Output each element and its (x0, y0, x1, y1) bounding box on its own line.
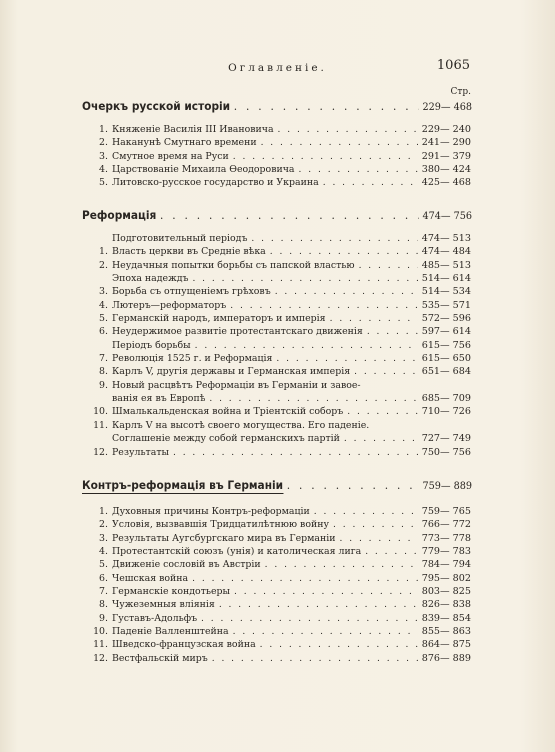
entry-text: Шмалькальденская война и Тріентскій соборъ (112, 406, 344, 418)
entry-text: Власть церкви въ Средніе вѣка (112, 246, 266, 258)
entry-number: 7. (99, 586, 108, 598)
entry-text: Неудачныя попытки борьбы съ папской властью (112, 259, 355, 271)
entry-range: 597— 614 (421, 326, 471, 338)
leader-dots (233, 152, 418, 162)
section-heading (82, 99, 472, 113)
leader-dots (287, 478, 419, 492)
section-items (0, 124, 555, 191)
toc-entry (86, 447, 471, 460)
toc-entry (86, 586, 471, 599)
entry-number: 3. (99, 150, 108, 162)
section-items (0, 233, 555, 460)
entry-number: 6. (99, 572, 108, 584)
entry-text: Условія, вызвавшія Тридцатилѣтнюю войну (112, 519, 329, 531)
toc-entry (86, 273, 471, 286)
entry-text: Германскій народъ, императоръ и имперія (112, 313, 326, 325)
entry-text: Періодъ борьбы (112, 339, 191, 351)
entry-number: 12. (93, 446, 108, 458)
toc-entry (86, 613, 471, 626)
entry-range: 514— 614 (421, 273, 471, 285)
entry-text: Духовныя причины Контръ-реформаціи (112, 506, 310, 517)
leader-dots (359, 261, 418, 271)
entry-text: Паденіе Валленштейна (112, 626, 229, 638)
toc-entry (86, 626, 471, 639)
entry-range: 685— 709 (421, 393, 471, 405)
toc-entry (86, 420, 471, 433)
toc-entry (86, 366, 471, 379)
entry-range: 766— 772 (421, 519, 471, 531)
entry-text: ванія ея въ Европѣ (112, 393, 206, 405)
toc-entry (86, 433, 471, 446)
entry-number: 1. (99, 124, 108, 135)
entry-text: Новый расцвѣтъ Реформаціи въ Германіи и завое- (112, 379, 361, 391)
entry-text: Литовско-русское государство и Украина (112, 177, 319, 189)
toc-entry (86, 519, 471, 532)
entry-range: 803— 825 (421, 586, 471, 598)
entry-range: 795— 802 (421, 572, 471, 584)
entry-range: 425— 468 (421, 177, 471, 189)
entry-range: 241— 290 (421, 137, 471, 149)
entry-text: Революція 1525 г. и Реформація (112, 353, 273, 365)
entry-range: 291— 379 (421, 150, 471, 162)
toc-entry (86, 313, 471, 326)
leader-dots (201, 614, 418, 624)
leader-dots (299, 165, 418, 175)
entry-text: Шведско-французская война (112, 639, 256, 651)
toc-entry (86, 639, 471, 652)
entry-number: 10. (93, 626, 108, 638)
entry-number: 11. (93, 419, 108, 431)
entry-number: 3. (99, 286, 108, 298)
entry-range: 474— 484 (421, 246, 471, 258)
entry-number: 4. (99, 164, 108, 176)
toc-entry (86, 260, 471, 273)
toc-section (0, 478, 555, 666)
toc-entry (86, 559, 471, 572)
toc-entry (86, 246, 471, 259)
section-heading (82, 478, 472, 494)
entry-range: 229— 240 (421, 124, 471, 135)
leader-dots (173, 448, 418, 458)
toc-entry (86, 326, 471, 339)
entry-range: 615— 650 (421, 353, 471, 365)
toc-entry (86, 124, 471, 137)
entry-number: 5. (99, 559, 108, 571)
leader-dots (276, 354, 417, 364)
entry-range: 710— 726 (421, 406, 471, 418)
entry-number: 6. (99, 326, 108, 338)
entry-number: 2. (99, 519, 108, 531)
entry-range: 474— 513 (421, 233, 471, 244)
entry-number: 9. (99, 379, 108, 391)
leader-dots (192, 574, 418, 584)
leader-dots (212, 654, 418, 664)
entry-text: Царствованіе Михаила Ѳеодоровича (112, 164, 295, 176)
entry-number: 7. (99, 353, 108, 365)
entry-number: 5. (99, 313, 108, 325)
entry-text: Неудержимое развитіе протестантскаго движенія (112, 326, 363, 338)
entry-range: 773— 778 (421, 532, 471, 544)
entry-text: Соглашеніе между собой германскихъ партій (112, 433, 340, 445)
entry-number: 1. (99, 246, 108, 258)
leader-dots (234, 587, 418, 597)
leader-dots (230, 301, 417, 311)
entry-text: Вестфальскій миръ (112, 652, 208, 664)
leader-dots (233, 627, 418, 637)
entry-text: Смутное время на Руси (112, 150, 229, 162)
toc-entry (86, 233, 471, 246)
toc-section (0, 208, 555, 460)
leader-dots (251, 234, 417, 244)
entry-text: Результаты (112, 446, 169, 458)
section-title: Реформація (82, 208, 157, 222)
leader-dots (365, 547, 418, 557)
section-items (0, 506, 555, 666)
toc-entry (86, 653, 471, 666)
leader-dots (192, 274, 417, 284)
toc-entry (86, 151, 471, 164)
entry-text: Результаты Аугсбургскаго мира въ Германіи (112, 532, 336, 544)
section-heading (82, 208, 472, 222)
leader-dots (333, 520, 418, 530)
toc-entry (86, 164, 471, 177)
toc-entry (86, 380, 471, 393)
toc-entry (86, 393, 471, 406)
toc-entry (86, 177, 471, 190)
leader-dots (265, 560, 418, 570)
entry-number: 9. (99, 612, 108, 624)
entry-number: 10. (93, 406, 108, 418)
entry-text: Карлъ V, другія державы и Германская имперія (112, 366, 351, 378)
entry-range: 864— 875 (421, 639, 471, 651)
entry-text: Густавъ-Адольфъ (112, 612, 198, 624)
toc-entry (86, 340, 471, 353)
entry-range: 750— 756 (421, 446, 471, 458)
entry-number: 1. (99, 506, 108, 517)
entry-text: Княженіе Василія III Ивановича (112, 124, 274, 135)
entry-number: 11. (93, 639, 108, 651)
entry-range: 651— 684 (421, 366, 471, 378)
entry-text: Германскіе кондотьеры (112, 586, 230, 598)
entry-number: 2. (99, 259, 108, 271)
leader-dots (195, 341, 418, 351)
toc-entry (86, 546, 471, 559)
leader-dots (367, 327, 418, 337)
entry-range: 784— 794 (421, 559, 471, 571)
entry-number: 12. (93, 652, 108, 664)
entry-range: 514— 534 (421, 286, 471, 298)
entry-number: 8. (99, 599, 108, 611)
entry-number: 2. (99, 137, 108, 149)
toc-entry (86, 406, 471, 419)
toc-entry (86, 533, 471, 546)
page-number: 1065 (436, 58, 470, 73)
entry-number: 4. (99, 299, 108, 311)
entry-text: Эпоха надеждъ (112, 273, 189, 285)
leader-dots (234, 99, 419, 113)
leader-dots (330, 314, 418, 324)
entry-number: 8. (99, 366, 108, 378)
leader-dots (209, 394, 417, 404)
entry-range: 572— 596 (421, 313, 471, 325)
entry-text: Чешская война (112, 572, 189, 584)
entry-text: Лютеръ—реформаторъ (112, 299, 227, 311)
toc-entry (86, 506, 471, 519)
page-column-label: Стр. (450, 87, 471, 97)
section-range: 759— 889 (422, 480, 473, 492)
toc-entry (86, 137, 471, 150)
entry-range: 826— 838 (421, 599, 471, 611)
leader-dots (340, 534, 418, 544)
toc-entry (86, 286, 471, 299)
leader-dots (270, 247, 418, 257)
entry-number: 4. (99, 546, 108, 558)
entry-text: Чужеземныя вліянія (112, 599, 215, 611)
leader-dots (344, 434, 418, 444)
entry-range: 380— 424 (421, 164, 471, 176)
leader-dots (260, 640, 418, 650)
toc-entry (86, 599, 471, 612)
leader-dots (160, 208, 419, 222)
toc-section (0, 99, 555, 191)
entry-text: Наканунѣ Смутнаго времени (112, 137, 257, 149)
section-title: Контръ-реформація въ Германіи (82, 478, 284, 492)
entry-number: 3. (99, 532, 108, 544)
leader-dots (354, 367, 418, 377)
toc-entry (86, 353, 471, 366)
entry-range: 535— 571 (421, 299, 471, 311)
toc-entry (86, 300, 471, 313)
leader-dots (261, 138, 418, 148)
entry-range: 839— 854 (421, 612, 471, 624)
entry-number: 5. (99, 177, 108, 189)
entry-text: Борьба съ отпущеніемъ грѣховъ (112, 286, 271, 298)
entry-range: 615— 756 (421, 339, 471, 351)
entry-text: Движеніе сословій въ Австріи (112, 559, 261, 571)
leader-dots (275, 287, 418, 297)
entry-range: 485— 513 (421, 259, 471, 271)
entry-range: 759— 765 (421, 506, 471, 517)
page-title: Оглавленіе. (228, 62, 327, 74)
entry-text: Протестантскій союзъ (унія) и католическая лига (112, 546, 362, 558)
section-range: 229— 468 (422, 101, 473, 113)
leader-dots (278, 125, 418, 135)
leader-dots (347, 407, 417, 417)
section-title: Очеркъ русской исторіи (82, 99, 231, 113)
leader-dots (323, 178, 418, 188)
section-range: 474— 756 (422, 210, 473, 222)
toc-entry (86, 573, 471, 586)
entry-range: 727— 749 (421, 433, 471, 445)
leader-dots (219, 600, 418, 610)
entry-text: Карлъ V на высотѣ своего могущества. Его паденіе. (112, 419, 370, 431)
entry-text: Подготовительный періодъ (112, 233, 248, 244)
entry-range: 876— 889 (421, 652, 471, 664)
entry-range: 779— 783 (421, 546, 471, 558)
entry-range: 855— 863 (421, 626, 471, 638)
leader-dots (314, 507, 418, 517)
